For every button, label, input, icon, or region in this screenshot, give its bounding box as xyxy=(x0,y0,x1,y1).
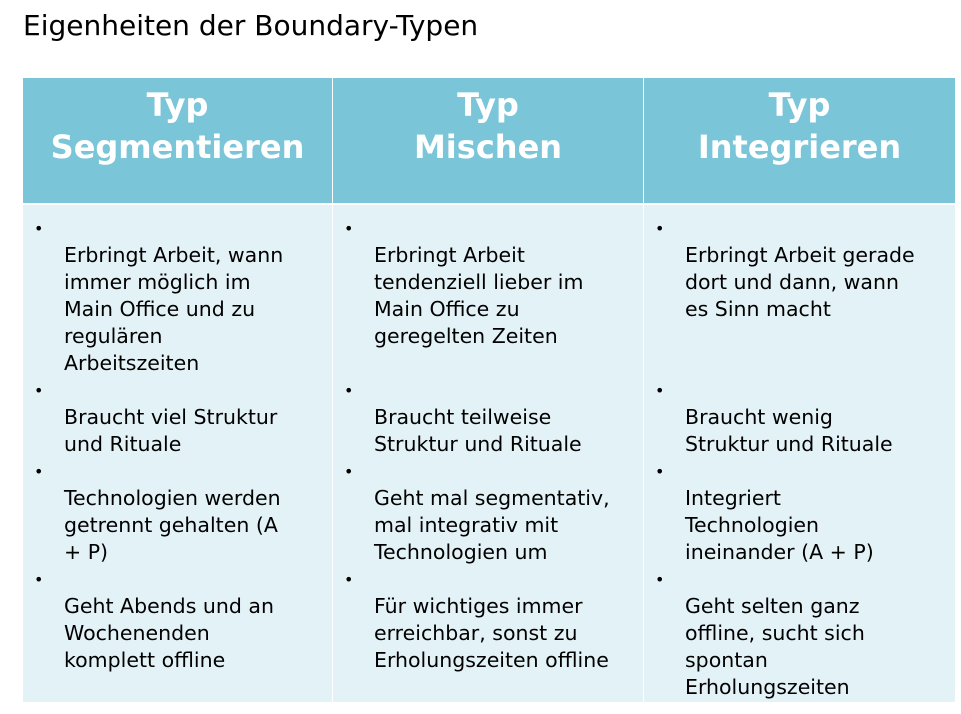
bullet-icon: • xyxy=(34,462,44,481)
list-item-text: Erbringt Arbeit gerade dort und dann, wann es Sinn macht xyxy=(685,243,915,321)
bullet-icon: • xyxy=(655,570,665,589)
list-item-text: Braucht viel Struktur und Rituale xyxy=(64,405,278,456)
bullet-icon: • xyxy=(344,570,354,589)
column-header-line2: Mischen xyxy=(413,128,563,166)
list-item-text: Technologien werden getrennt gehalten (A + P) xyxy=(64,486,281,564)
bullet-list xyxy=(343,215,633,674)
list-item xyxy=(343,458,633,564)
column-header-line2: Segmentieren xyxy=(50,128,305,166)
column-header-line1: Typ xyxy=(146,86,209,124)
list-item xyxy=(654,458,945,564)
column-body-integrieren xyxy=(644,205,955,702)
column-header-segmentieren xyxy=(23,78,333,205)
list-item-text: Erbringt Arbeit tendenziell lieber im Main Office zu geregelten Zeiten xyxy=(374,243,584,348)
bullet-icon: • xyxy=(655,381,665,400)
list-item-text: Integriert Technologien ineinander (A + P) xyxy=(685,486,874,564)
list-item-text: Erbringt Arbeit, wann immer möglich im Main Office und zu regulären Arbeitszeiten xyxy=(64,243,284,375)
list-item xyxy=(33,377,322,456)
bullet-icon: • xyxy=(655,462,665,481)
bullet-icon: • xyxy=(344,219,354,238)
list-item-text: Geht Abends und an Wochenenden komplett offline xyxy=(64,594,274,672)
list-item-text: Für wichtiges immer erreichbar, sonst zu Erholungszeiten offline xyxy=(374,594,609,672)
list-item xyxy=(654,566,945,701)
boundary-types-table xyxy=(23,78,955,702)
bullet-icon: • xyxy=(344,381,354,400)
bullet-icon: • xyxy=(655,219,665,238)
list-item xyxy=(343,215,633,350)
column-body-segmentieren xyxy=(23,205,333,702)
list-item-text: Braucht teilweise Struktur und Rituale xyxy=(374,405,582,456)
page-title: Eigenheiten der Boundary-Typen xyxy=(23,9,479,42)
list-item-text: Braucht wenig Struktur und Rituale xyxy=(685,405,893,456)
bullet-icon: • xyxy=(344,462,354,481)
list-item xyxy=(654,377,945,456)
bullet-list xyxy=(654,215,945,701)
column-header-mischen xyxy=(333,78,644,205)
column-header-line2: Integrieren xyxy=(697,128,902,166)
bullet-icon: • xyxy=(34,219,44,238)
list-item-text: Geht selten ganz offline, sucht sich spontan Erholungszeiten xyxy=(685,594,865,699)
bullet-icon: • xyxy=(34,570,44,589)
list-item xyxy=(343,566,633,674)
column-header-line1: Typ xyxy=(768,86,831,124)
list-item xyxy=(33,458,322,564)
bullet-icon: • xyxy=(34,381,44,400)
column-body-mischen xyxy=(333,205,644,702)
list-item xyxy=(33,566,322,674)
list-item xyxy=(654,215,945,350)
bullet-list xyxy=(33,215,322,674)
column-header-integrieren xyxy=(644,78,955,205)
column-header-line1: Typ xyxy=(457,86,519,124)
list-item-text: Geht mal segmentativ, mal integrativ mit Technologien um xyxy=(374,486,610,564)
list-item xyxy=(343,377,633,456)
list-item xyxy=(33,215,322,375)
